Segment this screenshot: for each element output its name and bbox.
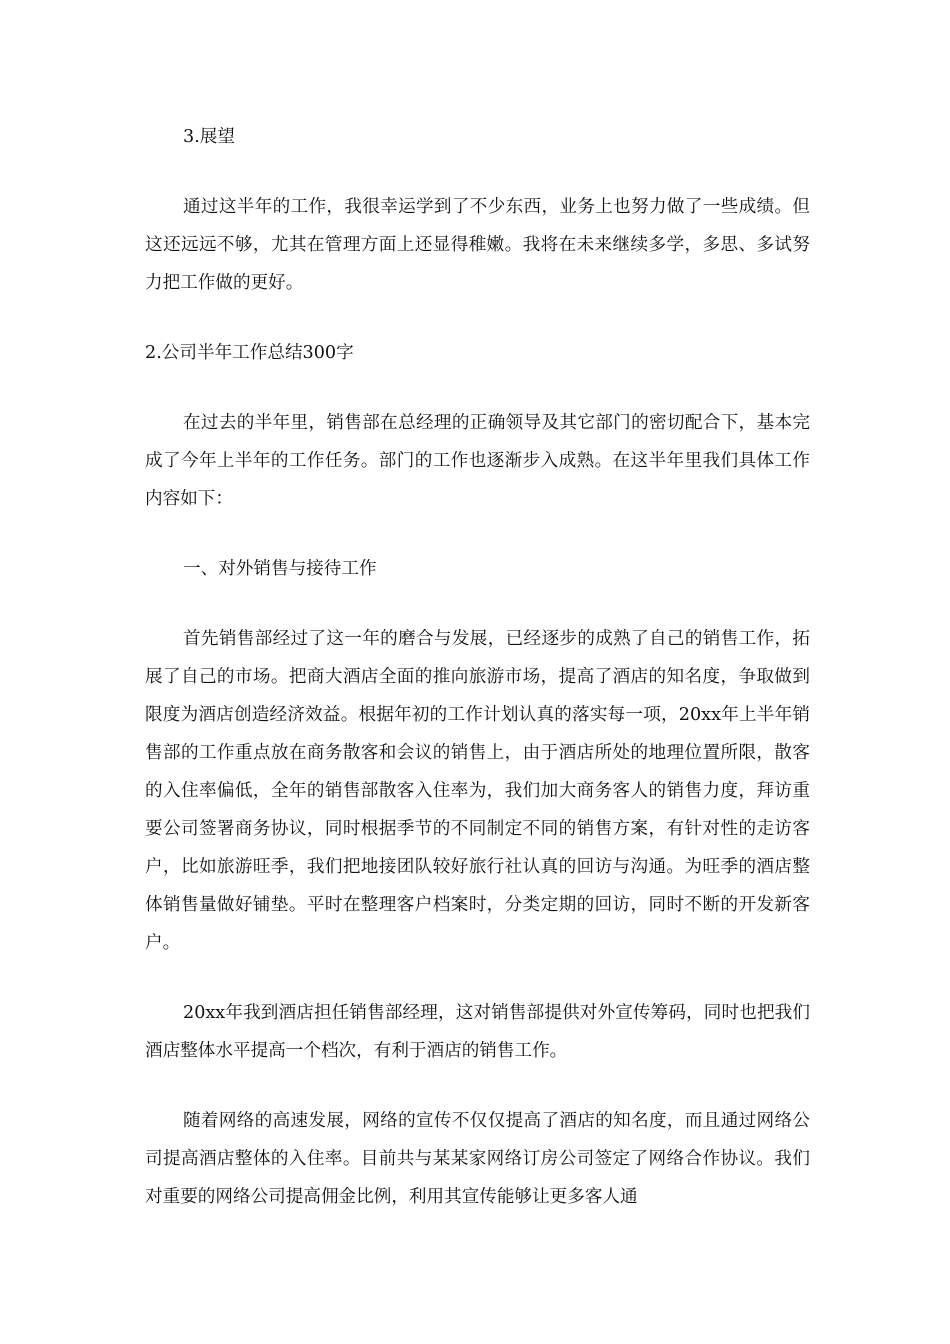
paragraph-sales-manager: 20xx年我到酒店担任销售部经理，这对销售部提供对外宣传筹码，同时也把我们酒店整体水平提高一个档次，有利于酒店的销售工作。 [145,1003,810,1061]
paragraph-intro: 在过去的半年里，销售部在总经理的正确领导及其它部门的密切配合下，基本完成了今年上半年的工作任务。部门的工作也逐渐步入成熟。在这半年里我们具体工作内容如下： [145,413,810,509]
paragraph-sales-work: 首先销售部经过了这一年的磨合与发展，已经逐步的成熟了自己的销售工作，拓展了自己的市场。把商大酒店全面的推向旅游市场，提高了酒店的知名度，争取做到限度为酒店创造经济效益。根据年初的工作计划认真的落实每一项，20xx年上半年销售部的工作重点放在商务散客和会议的销售上，由于酒店所处的地理位置所限，散客的入住率偏低，全年的销售部散客入住率为，我们加大商务客人的销售力度，拜访重要公司签署商务协议，同时根据季节的不同制定不同的销售方案，有针对性的走访客户，比如旅游旺季，我们把地接团队较好旅行社认真的回访与沟通。为旺季的酒店整体销售量做好铺垫。平时在整理客户档案时，分类定期的回访，同时不断的开发新客户。 [145,629,810,953]
document-body [145,118,810,1216]
section-heading-half-year-summary: 2.公司半年工作总结300字 [145,343,354,363]
paragraph-network-promotion: 随着网络的高速发展，网络的宣传不仅仅提高了酒店的知名度，而且通过网络公司提高酒店整体的入住率。目前共与某某家网络订房公司签定了网络合作协议。我们对重要的网络公司提高佣金比例，利用其宣传能够让更多客人通 [145,1111,810,1207]
section-heading-outlook: 3.展望 [183,127,235,147]
section-heading-external-sales: 一、对外销售与接待工作 [183,559,377,579]
paragraph-outlook: 通过这半年的工作，我很幸运学到了不少东西，业务上也努力做了一些成绩。但这还远远不够，尤其在管理方面上还显得稚嫩。我将在未来继续多学，多思、多试努力把工作做的更好。 [145,197,810,293]
